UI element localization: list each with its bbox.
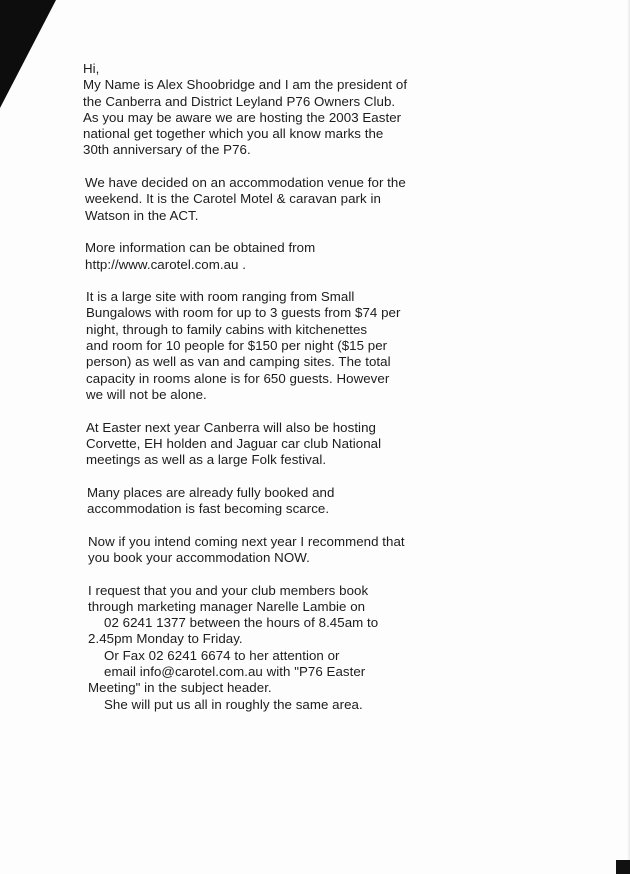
letter-line: accommodation is fast becoming scarce. xyxy=(87,501,330,517)
letter-paragraph-3 xyxy=(85,240,463,273)
letter-line: you book your accommodation NOW. xyxy=(88,549,310,565)
letter-line: weekend. It is the Carotel Motel & caravan park in xyxy=(85,191,381,207)
letter-body xyxy=(83,61,463,729)
letter-line: At Easter next year Canberra will also be hosting xyxy=(86,419,376,435)
phone-number-line: 02 6241 1377 between the hours of 8.45am to xyxy=(104,615,379,631)
letter-line: More information can be obtained from xyxy=(85,240,316,256)
letter-line: She will put us all in roughly the same area. xyxy=(104,696,363,712)
letter-paragraph-1 xyxy=(83,61,463,159)
letter-line: the Canberra and District Leyland P76 Owners Club. xyxy=(83,93,396,109)
letter-paragraph-8 xyxy=(88,583,463,713)
letter-line: we will not be alone. xyxy=(86,386,207,402)
letter-line: through marketing manager Narelle Lambie on xyxy=(88,598,366,614)
fax-number-line: Or Fax 02 6241 6674 to her attention or xyxy=(104,647,340,663)
letter-line: 30th anniversary of the P76. xyxy=(83,142,251,158)
letter-greeting: Hi, xyxy=(83,61,100,76)
letter-line: night, through to family cabins with kitchenettes xyxy=(86,321,368,337)
letter-paragraph-4 xyxy=(86,289,463,403)
letter-line: Many places are already fully booked and xyxy=(87,484,335,500)
letter-line: meetings as well as a large Folk festival. xyxy=(86,452,327,468)
letter-line: Bungalows with room for up to 3 guests from $74 per xyxy=(86,305,401,321)
letter-line: As you may be aware we are hosting the 2003 Easter xyxy=(83,109,402,125)
scan-corner-mark xyxy=(616,860,630,874)
letter-line: 2.45pm Monday to Friday. xyxy=(88,631,243,647)
letter-line: national get together which you all know marks the xyxy=(83,126,384,142)
letter-line: Meeting" in the subject header. xyxy=(88,680,272,696)
letter-line: person) as well as van and camping sites. The total xyxy=(86,354,391,370)
letter-line: It is a large site with room ranging from Small xyxy=(86,289,355,305)
letter-line: Corvette, EH holden and Jaguar car club National xyxy=(86,435,382,451)
folded-corner-mark xyxy=(0,0,80,110)
letter-line: We have decided on an accommodation venue for the xyxy=(85,175,406,191)
letter-line: Watson in the ACT. xyxy=(85,207,199,223)
letter-line: capacity in rooms alone is for 650 guests. However xyxy=(86,370,390,386)
letter-paragraph-2 xyxy=(85,175,463,224)
letter-line: My Name is Alex Shoobridge and I am the president of xyxy=(83,77,408,93)
letter-paragraph-5 xyxy=(86,420,463,469)
email-line: email info@carotel.com.au with "P76 Easter xyxy=(104,663,366,679)
website-url-text: http://www.carotel.com.au . xyxy=(85,256,246,272)
letter-paragraph-7 xyxy=(88,534,463,567)
letter-paragraph-6 xyxy=(87,485,463,518)
letter-line: I request that you and your club members book xyxy=(88,582,369,598)
letter-line: and room for 10 people for $150 per night ($15 per xyxy=(86,338,388,354)
letter-line: Now if you intend coming next year I recommend that xyxy=(88,533,405,549)
